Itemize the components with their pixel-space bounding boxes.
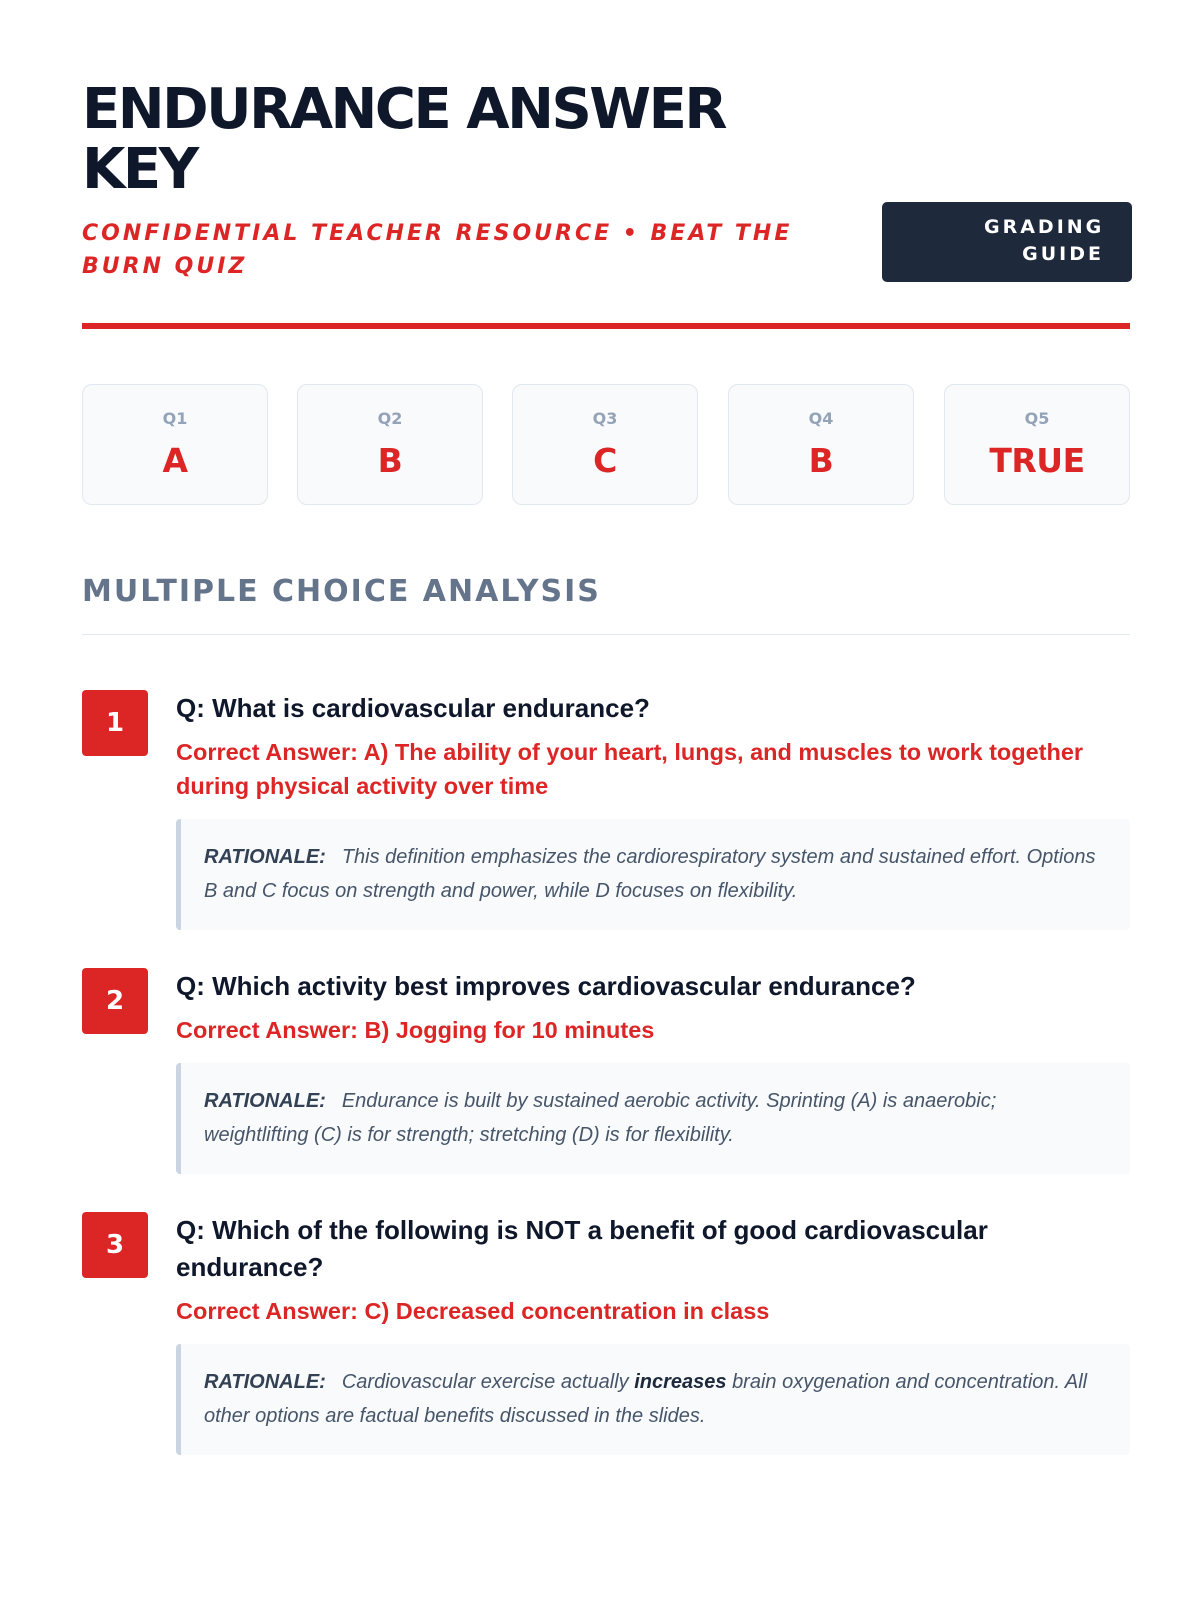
page-header xyxy=(82,77,1130,279)
section-divider xyxy=(82,634,1130,635)
rationale-label: RATIONALE: xyxy=(204,1090,326,1112)
answer-key-card xyxy=(297,384,483,505)
answer-key-label: Q1 xyxy=(162,409,188,428)
rationale-text: Endurance is built by sustained aerobic activity. Sprinting (A) is anaerobic; weightlifting (C) is for strength; stretching (D) is for flexibility. xyxy=(204,1090,997,1146)
question-body xyxy=(176,968,1130,1174)
rationale-emphasis: increases xyxy=(634,1371,727,1393)
question-text: Q: Which of the following is NOT a benefit of good cardiovascular endurance? xyxy=(176,1215,988,1282)
rationale-text-after: brain oxygenation and concentration. All other options are factual benefits discussed in the slides. xyxy=(204,1371,1088,1427)
answer-key-card xyxy=(728,384,914,505)
answer-key-value: A xyxy=(162,441,188,480)
answer-key-value: TRUE xyxy=(989,441,1085,480)
page-title: ENDURANCE ANSWER KEY xyxy=(82,77,725,202)
question-text: Q: What is cardiovascular endurance? xyxy=(176,693,650,723)
grading-guide-badge xyxy=(882,202,1132,282)
answer-key-label: Q3 xyxy=(592,409,618,428)
answer-key-label: Q5 xyxy=(1024,409,1050,428)
question-body xyxy=(176,690,1130,930)
rationale-text-before: Cardiovascular exercise actually xyxy=(341,1371,629,1393)
rationale-label: RATIONALE: xyxy=(204,1371,326,1393)
rationale-box xyxy=(176,1063,1130,1174)
question-number-badge: 1 xyxy=(82,690,148,756)
section-title: MULTIPLE CHOICE ANALYSIS xyxy=(82,574,601,609)
badge-label: GRADING GUIDE xyxy=(984,216,1105,265)
correct-answer: Correct Answer: A) The ability of your heart, lungs, and muscles to work together during physical activity over time xyxy=(176,739,1084,799)
answer-key-label: Q4 xyxy=(808,409,834,428)
question-body xyxy=(176,1212,1130,1455)
rationale-text: This definition emphasizes the cardiorespiratory system and sustained effort. Options B and C focus on strength and power, while D focuses on flexibility. xyxy=(204,846,1096,902)
question-text: Q: Which activity best improves cardiovascular endurance? xyxy=(176,971,916,1001)
answer-key-card xyxy=(82,384,268,505)
question-number-badge: 2 xyxy=(82,968,148,1034)
rationale-box xyxy=(176,819,1130,930)
page-subtitle: CONFIDENTIAL TEACHER RESOURCE • BEAT THE BURN QUIZ xyxy=(82,221,793,279)
answer-key-summary xyxy=(82,384,1130,505)
answer-key-value: B xyxy=(377,441,403,480)
question-number-badge: 3 xyxy=(82,1212,148,1278)
answer-key-value: B xyxy=(808,441,834,480)
answer-key-card xyxy=(944,384,1130,505)
rationale-box xyxy=(176,1344,1130,1455)
answer-key-label: Q2 xyxy=(377,409,403,428)
correct-answer: Correct Answer: B) Jogging for 10 minutes xyxy=(176,1017,655,1043)
rationale-label: RATIONALE: xyxy=(204,846,326,868)
header-divider xyxy=(82,323,1130,329)
answer-key-value: C xyxy=(593,441,617,480)
answer-key-card xyxy=(512,384,698,505)
correct-answer: Correct Answer: C) Decreased concentration in class xyxy=(176,1298,770,1324)
